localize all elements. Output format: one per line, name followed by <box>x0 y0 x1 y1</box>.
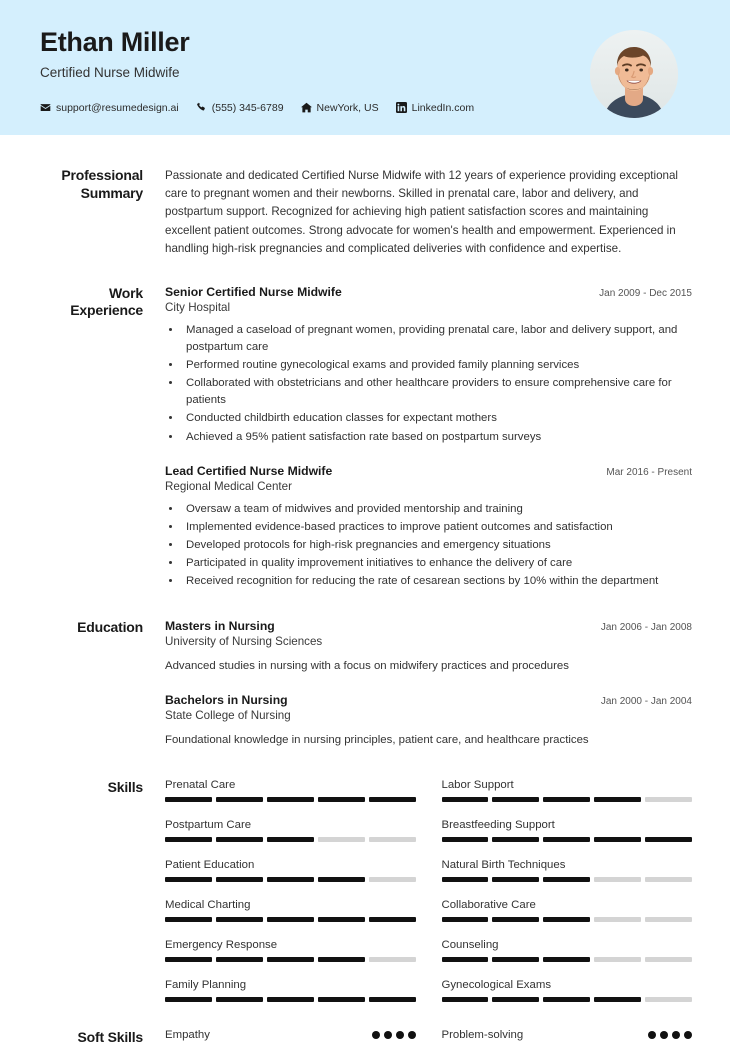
skill-name: Medical Charting <box>165 899 251 912</box>
soft-skill-rating-dots <box>648 1031 692 1039</box>
section-label-soft-skills: Soft Skills <box>77 1029 143 1046</box>
skill-level-segment <box>543 957 590 962</box>
skill-level-segment <box>267 797 314 802</box>
skills-grid <box>165 779 692 1019</box>
contact-linkedin-label: LinkedIn.com <box>411 101 475 114</box>
work-role: Senior Certified Nurse Midwife <box>165 284 342 299</box>
skill-level-segment <box>318 877 365 882</box>
work-bullet: • Conducted childbirth education classes for expectant mothers <box>182 410 692 427</box>
soft-skill-item <box>442 1029 693 1055</box>
work-org: City Hospital <box>165 300 231 314</box>
skill-level-segment <box>216 877 263 882</box>
home-icon <box>301 102 312 113</box>
skill-level-segment <box>369 797 416 802</box>
skill-name: Patient Education <box>165 859 255 872</box>
skill-item <box>165 979 416 1019</box>
section-professional-summary <box>40 135 692 258</box>
work-dates: Mar 2016 - Present <box>606 466 692 478</box>
skill-level-segment <box>543 917 590 922</box>
skill-level-segment <box>645 837 692 842</box>
skill-item <box>442 819 693 859</box>
skill-level-bar <box>442 797 693 802</box>
skill-level-segment <box>543 997 590 1002</box>
skill-level-segment <box>165 997 212 1002</box>
skill-level-bar <box>165 797 416 802</box>
rating-dot <box>684 1031 692 1039</box>
work-bullet: • Performed routine gynecological exams and provided family planning services <box>182 357 692 374</box>
skill-item <box>165 779 416 819</box>
skill-level-segment <box>369 997 416 1002</box>
skill-level-segment <box>216 957 263 962</box>
skill-level-segment <box>442 917 489 922</box>
skill-level-segment <box>165 877 212 882</box>
education-school: University of Nursing Sciences <box>165 635 323 649</box>
skill-level-segment <box>492 797 539 802</box>
work-dates: Jan 2009 - Dec 2015 <box>599 287 692 299</box>
skill-item <box>165 939 416 979</box>
skill-name: Prenatal Care <box>165 779 236 792</box>
rating-dot <box>372 1031 380 1039</box>
skill-item <box>442 899 693 939</box>
contact-location-label: NewYork, US <box>316 101 379 114</box>
skill-level-segment <box>318 837 365 842</box>
skill-name: Counseling <box>441 939 499 952</box>
section-skills <box>40 751 692 1019</box>
soft-skills-grid <box>165 1029 692 1055</box>
education-dates: Jan 2000 - Jan 2004 <box>600 696 692 708</box>
work-bullets <box>182 322 692 446</box>
education-entry <box>165 619 692 675</box>
section-label-skills: Skills <box>107 779 143 796</box>
skill-level-segment <box>645 797 692 802</box>
skill-level-segment <box>492 877 539 882</box>
skill-level-segment <box>645 997 692 1002</box>
skill-level-segment <box>216 917 263 922</box>
skill-item <box>165 899 416 939</box>
work-role: Lead Certified Nurse Midwife <box>165 463 333 478</box>
skill-level-segment <box>216 797 263 802</box>
soft-skill-name: Problem-solving <box>441 1029 524 1042</box>
skill-level-segment <box>369 917 416 922</box>
education-entry <box>165 693 692 749</box>
skill-level-bar <box>442 877 693 882</box>
skill-level-segment <box>594 917 641 922</box>
skill-level-segment <box>492 917 539 922</box>
skill-name: Labor Support <box>441 779 514 792</box>
skill-level-segment <box>645 957 692 962</box>
skill-level-segment <box>318 997 365 1002</box>
skill-item <box>165 819 416 859</box>
skill-item <box>442 859 693 899</box>
skill-level-segment <box>645 917 692 922</box>
skill-level-segment <box>165 837 212 842</box>
section-soft-skills <box>40 1019 692 1055</box>
skill-level-bar <box>442 957 693 962</box>
summary-text: Passionate and dedicated Certified Nurse Midwife with 12 years of experience providing exceptional care to pregnant women and their newborns. Skilled in prenatal care, labor and delivery, and postpartum support. Recognized for achieving high patient satisfaction scores and maintaining excellent patient outcomes. Strong advocate for women's health and empowerment. Experienced in handling high-risk pregnancies and complicated deliveries with confidence and expertise. <box>165 169 678 255</box>
work-bullets <box>182 501 692 591</box>
contact-location[interactable] <box>301 102 379 114</box>
work-bullet: • Implemented evidence-based practices to improve patient outcomes and satisfaction <box>182 519 692 536</box>
rating-dot <box>660 1031 668 1039</box>
work-bullet: • Achieved a 95% patient satisfaction rate based on postpartum surveys <box>182 429 692 446</box>
work-bullet: • Participated in quality improvement initiatives to enhance the delivery of care <box>182 555 692 572</box>
skill-level-segment <box>543 877 590 882</box>
skill-level-segment <box>492 997 539 1002</box>
skill-level-bar <box>165 917 416 922</box>
education-degree: Masters in Nursing <box>165 619 275 634</box>
skill-level-segment <box>216 837 263 842</box>
soft-skill-name: Empathy <box>165 1029 210 1042</box>
skill-level-segment <box>594 837 641 842</box>
rating-dot <box>648 1031 656 1039</box>
skill-level-segment <box>267 917 314 922</box>
rating-dot <box>672 1031 680 1039</box>
work-bullet: • Oversaw a team of midwives and provided mentorship and training <box>182 501 692 518</box>
contact-phone[interactable] <box>196 102 284 114</box>
skill-level-segment <box>442 837 489 842</box>
header-identity <box>40 22 474 114</box>
skill-level-segment <box>165 917 212 922</box>
skill-level-segment <box>492 957 539 962</box>
skill-name: Gynecological Exams <box>441 979 552 992</box>
soft-skill-rating-dots <box>372 1031 416 1039</box>
envelope-icon <box>40 102 51 113</box>
skill-level-segment <box>594 797 641 802</box>
skill-name: Natural Birth Techniques <box>441 859 566 872</box>
education-description: Foundational knowledge in nursing principles, patient care, and healthcare practices <box>165 734 589 747</box>
skill-level-segment <box>492 837 539 842</box>
skill-level-bar <box>165 837 416 842</box>
skill-level-segment <box>543 837 590 842</box>
contact-phone-label: (555) 345-6789 <box>211 101 284 114</box>
skill-level-bar <box>442 837 693 842</box>
contact-list <box>40 102 474 114</box>
skill-level-segment <box>369 837 416 842</box>
skill-name: Emergency Response <box>165 939 278 952</box>
skill-level-segment <box>594 957 641 962</box>
candidate-job-title: Certified Nurse Midwife <box>40 64 180 80</box>
resume-body <box>0 135 730 1055</box>
section-label-education: Education <box>77 619 143 636</box>
skill-level-segment <box>442 797 489 802</box>
work-bullet: • Collaborated with obstetricians and other healthcare providers to ensure comprehensive care for patients <box>182 375 692 409</box>
skill-level-bar <box>165 877 416 882</box>
skill-level-bar <box>165 997 416 1002</box>
rating-dot <box>408 1031 416 1039</box>
skill-level-segment <box>267 957 314 962</box>
candidate-name: Ethan Miller <box>40 27 190 57</box>
skill-name: Family Planning <box>165 979 247 992</box>
skill-level-segment <box>165 957 212 962</box>
skill-level-segment <box>216 997 263 1002</box>
work-bullet: • Received recognition for reducing the rate of cesarean sections by 10% within the department <box>182 573 692 590</box>
education-dates: Jan 2006 - Jan 2008 <box>600 622 692 634</box>
skill-item <box>442 979 693 1019</box>
work-entry <box>165 464 692 591</box>
skill-level-bar <box>165 957 416 962</box>
resume-header <box>0 0 730 135</box>
skill-name: Breastfeeding Support <box>441 819 555 832</box>
section-label-summary: Professional Summary <box>61 167 143 201</box>
rating-dot <box>396 1031 404 1039</box>
skill-level-segment <box>442 877 489 882</box>
rating-dot <box>384 1031 392 1039</box>
skill-level-segment <box>594 997 641 1002</box>
work-bullet: • Developed protocols for high-risk pregnancies and emergency situations <box>182 537 692 554</box>
skill-level-segment <box>318 957 365 962</box>
skill-level-segment <box>369 877 416 882</box>
education-school: State College of Nursing <box>165 709 291 723</box>
soft-skill-item <box>165 1029 416 1055</box>
skill-level-segment <box>369 957 416 962</box>
skill-name: Postpartum Care <box>165 819 252 832</box>
phone-icon <box>196 102 207 113</box>
skill-level-segment <box>594 877 641 882</box>
contact-email[interactable] <box>40 102 179 114</box>
education-degree: Bachelors in Nursing <box>165 693 288 708</box>
section-education <box>40 592 692 751</box>
skill-level-segment <box>318 797 365 802</box>
skill-item <box>165 859 416 899</box>
skill-item <box>442 939 693 979</box>
skill-name: Collaborative Care <box>441 899 536 912</box>
avatar <box>590 30 678 118</box>
avatar-photo <box>590 30 678 118</box>
skill-level-segment <box>442 957 489 962</box>
skill-level-segment <box>267 997 314 1002</box>
skill-level-bar <box>442 997 693 1002</box>
section-work-experience <box>40 258 692 592</box>
skill-level-segment <box>543 797 590 802</box>
skill-level-segment <box>442 997 489 1002</box>
skill-level-segment <box>267 877 314 882</box>
contact-linkedin[interactable] <box>396 102 474 114</box>
skill-level-segment <box>318 917 365 922</box>
work-bullet: • Managed a caseload of pregnant women, providing prenatal care, labor and delivery support, and postpartum care <box>182 322 692 356</box>
skill-level-segment <box>645 877 692 882</box>
skill-item <box>442 779 693 819</box>
education-description: Advanced studies in nursing with a focus on midwifery practices and procedures <box>165 660 569 673</box>
work-entry <box>165 285 692 446</box>
skill-level-segment <box>165 797 212 802</box>
linkedin-icon <box>396 102 407 113</box>
skill-level-segment <box>267 837 314 842</box>
section-label-work: Work Experience <box>70 284 143 319</box>
work-org: Regional Medical Center <box>165 479 292 493</box>
skill-level-bar <box>442 917 693 922</box>
contact-email-label: support@resumedesign.ai <box>56 101 179 114</box>
